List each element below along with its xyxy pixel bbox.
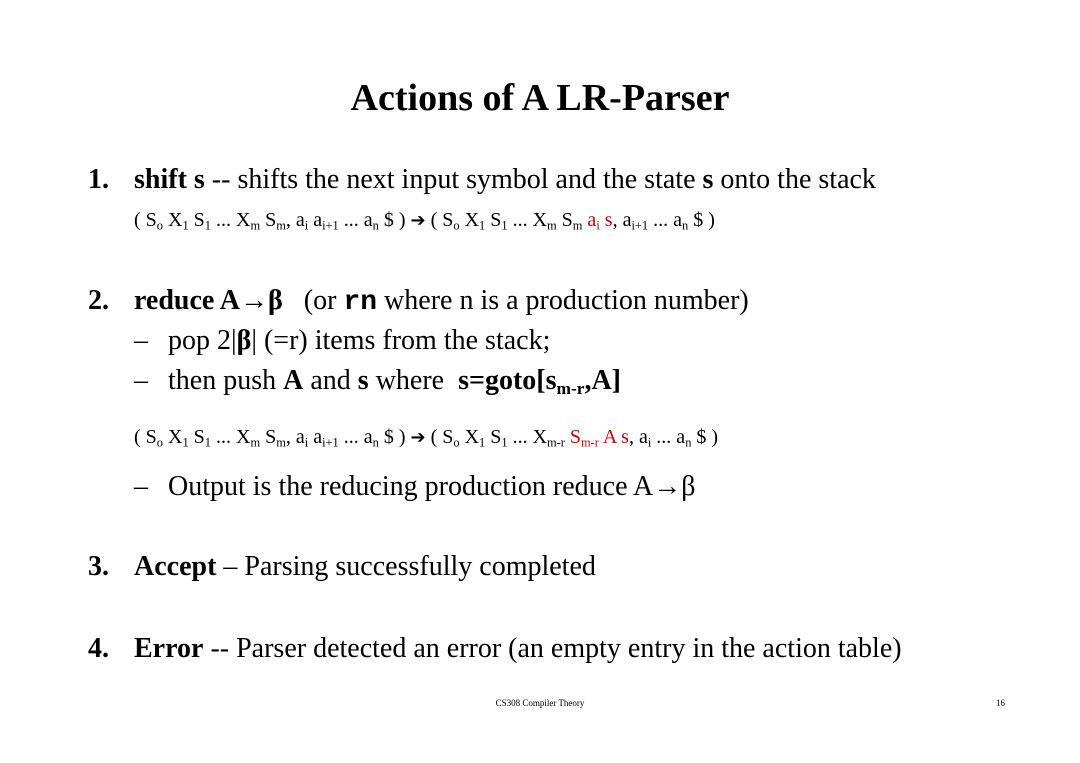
item-2-sub-2-dash: – <box>134 365 148 396</box>
goto-expression: $s=goto[s_{m-r},A]$ <box>458 365 621 398</box>
item-4-line <box>134 632 902 666</box>
right-arrow-icon: ➔ <box>410 210 426 231</box>
footer-course: CS308 Compiler Theory <box>495 698 585 708</box>
item-2-output: Output is the reducing production reduce A→β <box>168 471 696 502</box>
sub-1-beta: β <box>236 325 252 356</box>
item-2-sub-1-dash: – <box>134 325 148 356</box>
sub-1-text-a: pop 2| <box>168 325 237 356</box>
sub-2-text-a: then push <box>168 365 284 396</box>
item-2-sub-2 <box>168 364 621 398</box>
sub-2-text-b: and <box>303 365 358 396</box>
item-4-text-a: -- Parser detected an error (an empty entry in the action table) <box>203 633 902 664</box>
item-1-formula: ( $S_o$ $X_1$ $S_1$ ... $X_m$ $S_m$, $a_i$ $a_{i+1}$ ... $a_n$ $ ) ➔ ( $S_o$ $X_1$ $S_1$ ... $X_m$ $S_m$ $a_i$ s, $a_{i+1}$ ... $a_n$ $ ) <box>134 209 715 233</box>
item-1-keyword: shift s <box>134 164 205 195</box>
item-2-keyword: reduce A→β <box>134 285 283 316</box>
item-1-text-a: -- shifts the next input symbol and the state <box>204 164 703 195</box>
sub-2-text-c: where <box>368 365 452 396</box>
page-number: 16 <box>996 698 1005 708</box>
item-1-number: 1. <box>88 164 109 195</box>
item-3-keyword: Accept <box>134 551 217 582</box>
item-2-text-b: where n is a production number) <box>377 285 749 316</box>
sub-1-text-b: | (=r) items from the stack; <box>251 325 551 356</box>
item-2-sub-1 <box>168 324 550 358</box>
item-2-line <box>134 284 749 320</box>
item-4-number: 4. <box>88 633 109 664</box>
item-2-number: 2. <box>88 285 109 316</box>
item-3-number: 3. <box>88 551 109 582</box>
item-3-line <box>134 550 596 584</box>
item-1-line <box>134 163 876 197</box>
slide-title: Actions of A LR-Parser <box>350 77 730 119</box>
item-3-text-a: – Parsing successfully completed <box>216 551 596 582</box>
item-2-output-dash: – <box>134 471 148 502</box>
right-arrow-icon: ➔ <box>410 427 426 448</box>
item-4-keyword: Error <box>134 633 204 664</box>
item-2-text-a: (or <box>303 285 344 316</box>
item-1-text-bold: s <box>702 164 714 195</box>
item-1-text-b: onto the stack <box>713 164 876 195</box>
item-2-code: rn <box>343 287 378 318</box>
sub-2-bold-a: A <box>283 365 304 396</box>
sub-2-bold-b: s <box>357 365 369 396</box>
item-2-formula: ( $S_o$ $X_1$ $S_1$ ... $X_m$ $S_m$, $a_i$ $a_{i+1}$ ... $a_n$ $ ) ➔ ( $S_o$ $X_1$ $S_1$ ... $X_{m-r}$ $S_{m-r}$ A s, $a_i$ ... $a_n$ $ ) <box>134 426 719 450</box>
